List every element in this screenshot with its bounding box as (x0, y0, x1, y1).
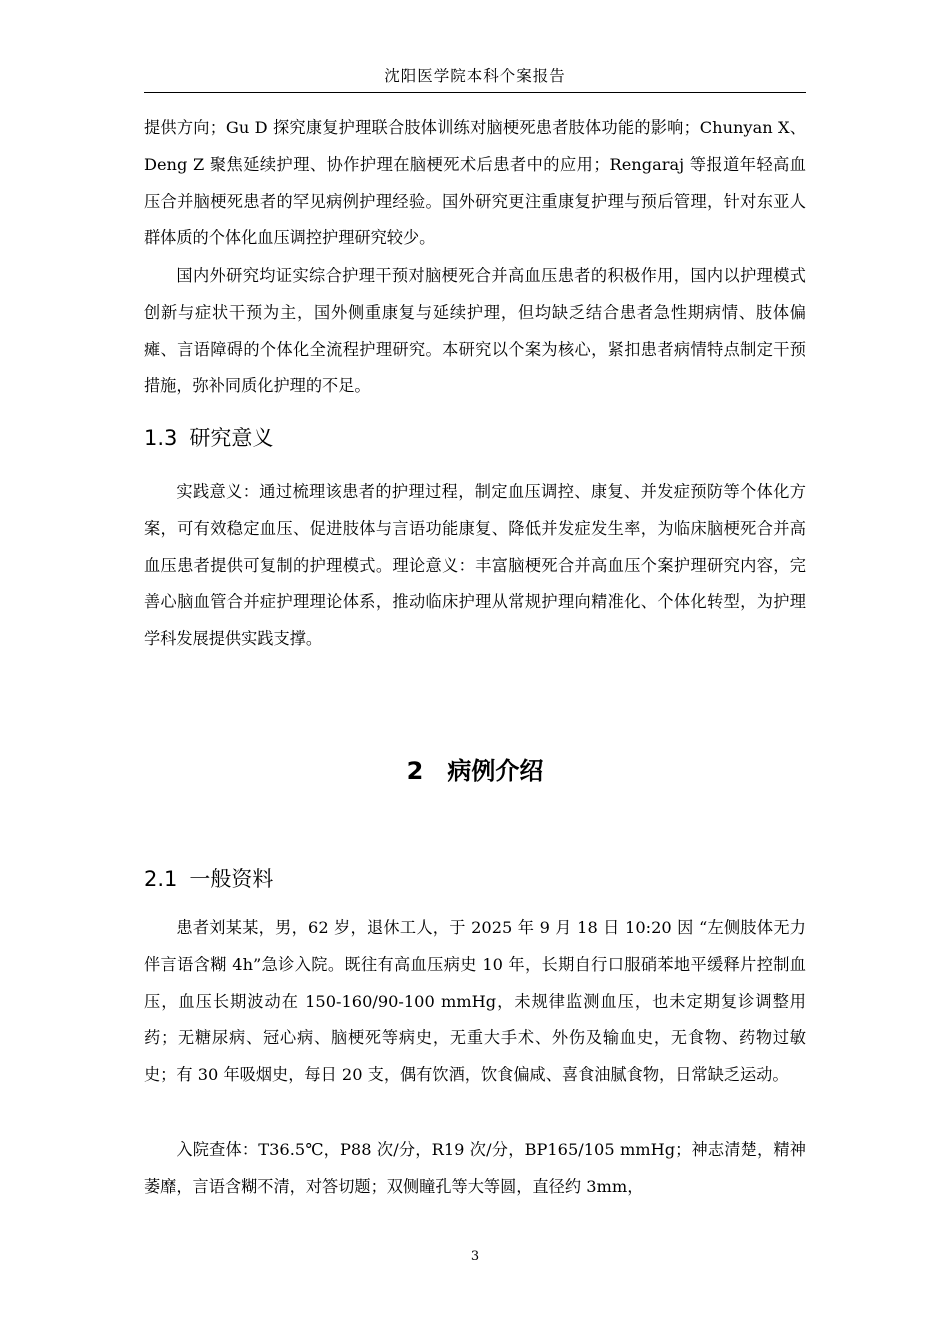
paragraph-research-significance: 实践意义：通过梳理该患者的护理过程，制定血压调控、康复、并发症预防等个体化方案，可有效稳定血压、促进肢体与言语功能康复、降低并发症发生率，为临床脑梗死合并高血压患者提供可复制的护理模式。理论意义：丰富脑梗死合并高血压个案护理研究内容，完善心脑血管合并症护理理论体系，推动临床护理从常规护理向精准化、个体化转型，为护理学科发展提供实践支撑。 (144, 482, 806, 649)
section-heading-2-1 (144, 864, 273, 894)
paragraph-general-info: 患者刘某某，男，62 岁，退休工人，于 2025 年 9 月 18 日 10:20 因 “左侧肢体无力伴言语含糊 4h”急诊入院。既往有高血压病史 10 年，长期自行口服硝苯地平缓释片控制血压，血压长期波动在 150-160/90-100 mmHg，未规律监测血压，也未定期复诊调整用药；无糖尿病、冠心病、脑梗死等病史，无重大手术、外伤及输血史，无食物、药物过敏史；有 30 年吸烟史，每日 20 支，偶有饮酒，饮食偏咸、喜食油腻食物，日常缺乏运动。 (144, 918, 806, 1085)
section-heading-1-3 (144, 423, 273, 453)
paragraph-research-summary: 国内外研究均证实综合护理干预对脑梗死合并高血压患者的积极作用，国内以护理模式创新与症状干预为主，国外侧重康复与延续护理，但均缺乏结合患者急性期病情、肢体偏瘫、言语障碍的个体化全流程护理研究。本研究以个案为核心，紧扣患者病情特点制定干预措施，弥补同质化护理的不足。 (144, 266, 806, 396)
page-header (144, 60, 806, 93)
section-number: 2.1 (144, 867, 178, 891)
section-number: 1.3 (144, 426, 178, 450)
paragraph-foreign-research: 提供方向；Gu D 探究康复护理联合肢体训练对脑梗死患者肢体功能的影响；Chunyan X、Deng Z 聚焦延续护理、协作护理在脑梗死术后患者中的应用；Rengaraj 等报道年轻高血压合并脑梗死患者的罕见病例护理经验。国外研究更注重康复护理与预后管理，针对东亚人群体质的个体化血压调控护理研究较少。 (144, 118, 806, 248)
section-title: 一般资料 (189, 867, 274, 891)
chapter-heading-2 (144, 754, 806, 788)
chapter-number: 2 (406, 757, 424, 785)
header-title: 沈阳医学院本科个案报告 (384, 67, 566, 85)
chapter-title: 病例介绍 (447, 757, 544, 785)
section-title: 研究意义 (189, 426, 274, 450)
page-number: 3 (470, 1249, 480, 1264)
paragraph-admission-exam: 入院查体：T36.5℃，P88 次/分，R19 次/分，BP165/105 mmHg；神志清楚，精神萎靡，言语含糊不清，对答切题；双侧瞳孔等大等圆，直径约 3mm， (144, 1140, 806, 1196)
